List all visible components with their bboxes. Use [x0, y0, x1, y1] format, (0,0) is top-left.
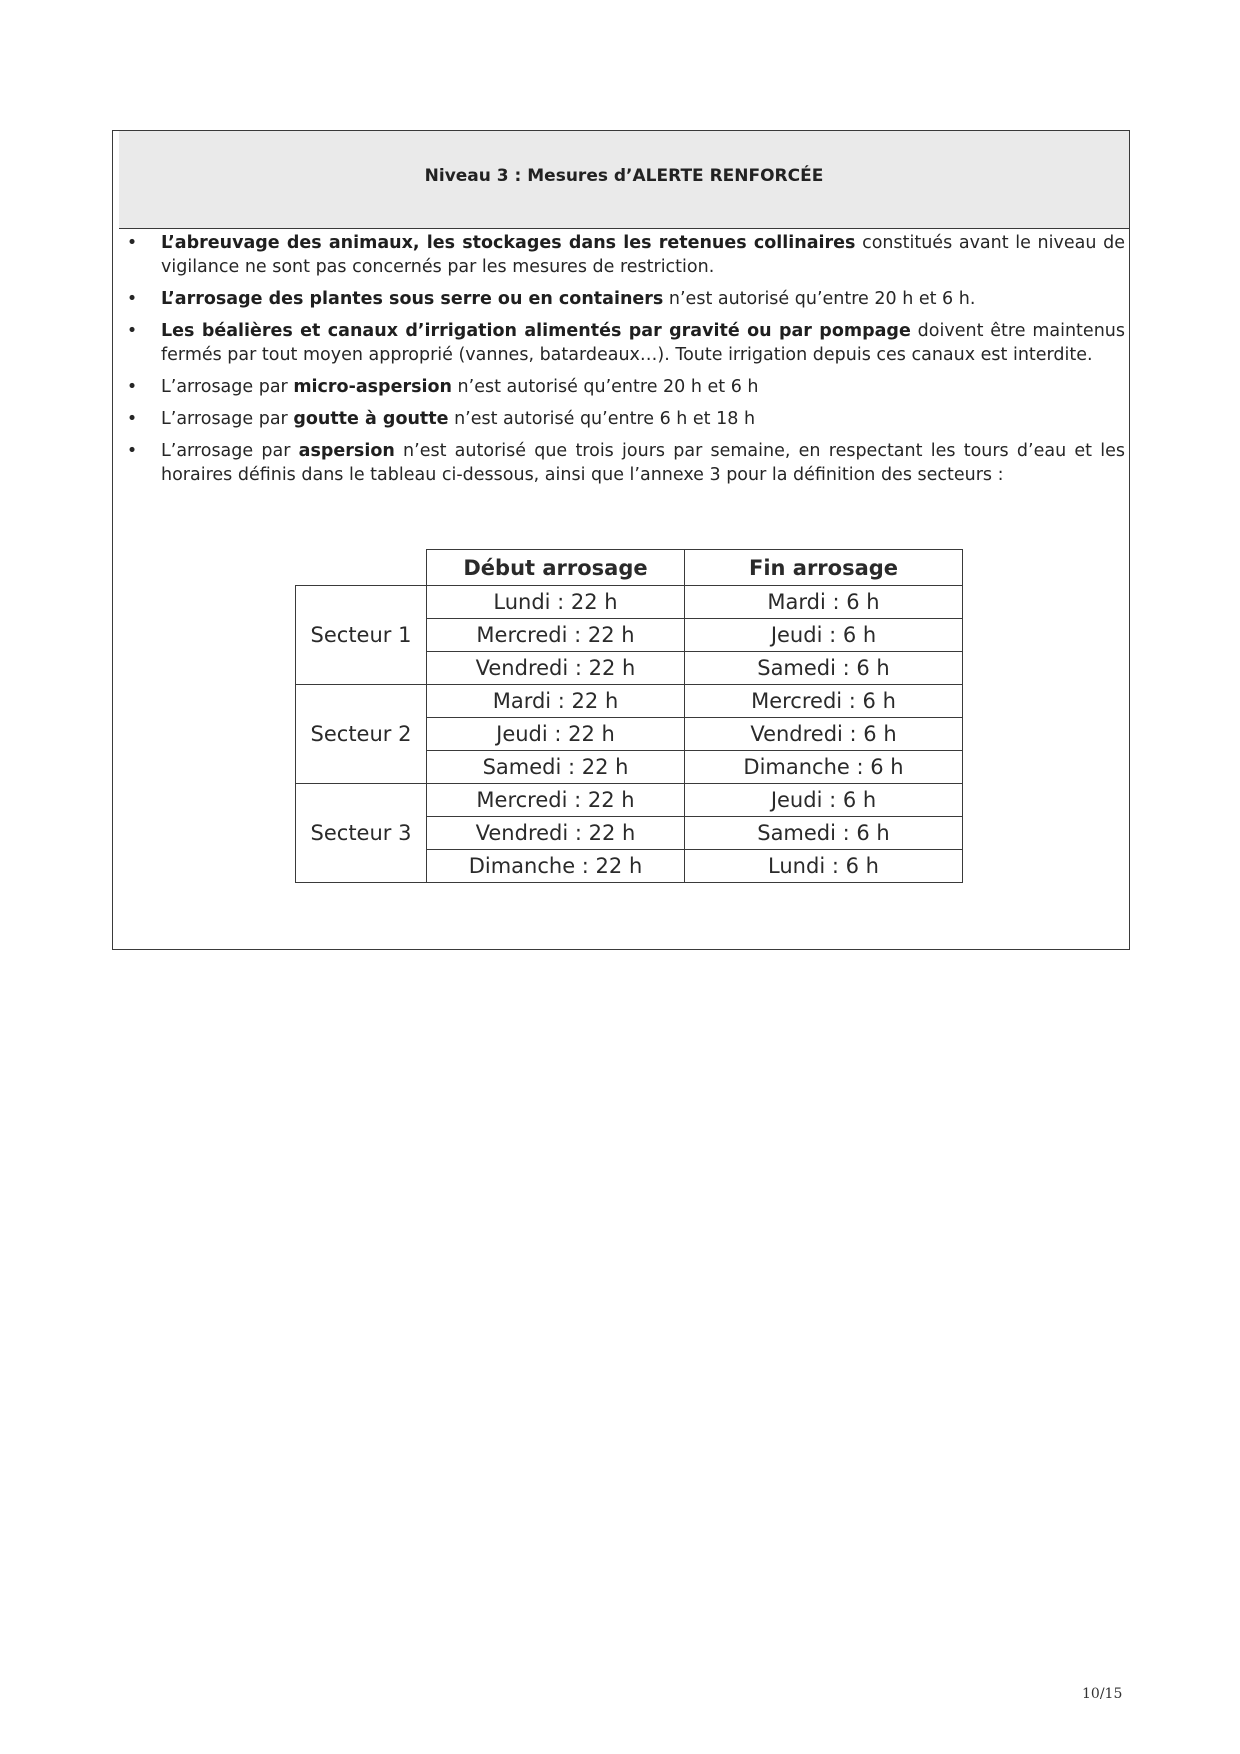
- start-cell: Mercredi : 22 h: [427, 619, 685, 652]
- measure-prefix: L’arrosage par: [161, 441, 299, 461]
- table-row: [296, 586, 963, 619]
- bullet-icon: •: [126, 233, 138, 253]
- start-cell: Mardi : 22 h: [427, 685, 685, 718]
- end-cell: Dimanche : 6 h: [685, 751, 963, 784]
- section-header: [119, 131, 1129, 229]
- measure-prefix: L’arrosage par: [161, 377, 294, 397]
- start-cell: Vendredi : 22 h: [427, 652, 685, 685]
- start-cell: Samedi : 22 h: [427, 751, 685, 784]
- measure-bold: L’arrosage des plantes sous serre ou en containers: [161, 289, 664, 309]
- measure-item: [125, 439, 1125, 487]
- measure-bold: Les béalières et canaux d’irrigation alimentés par gravité ou par pompage: [161, 321, 911, 341]
- end-cell: Lundi : 6 h: [685, 850, 963, 883]
- measure-bold: L’abreuvage des animaux, les stockages dans les retenues collinaires: [161, 233, 856, 253]
- section-title: Niveau 3 : Mesures d’ALERTE RENFORCÉE: [424, 165, 824, 186]
- table-header-row: [296, 550, 963, 586]
- sector-label: Secteur 3: [296, 784, 427, 883]
- page-number: 10/15: [1082, 1686, 1123, 1702]
- end-cell: Jeudi : 6 h: [685, 784, 963, 817]
- column-header-end: Fin arrosage: [685, 550, 963, 586]
- measure-item: [125, 287, 1125, 311]
- measure-item: [125, 319, 1125, 367]
- end-cell: Mardi : 6 h: [685, 586, 963, 619]
- table-row: [296, 685, 963, 718]
- measure-text: n’est autorisé qu’entre 20 h et 6 h: [451, 377, 759, 397]
- measure-item: [125, 407, 1125, 431]
- table-corner-cell: [296, 550, 427, 586]
- start-cell: Vendredi : 22 h: [427, 817, 685, 850]
- end-cell: Vendredi : 6 h: [685, 718, 963, 751]
- measure-text: constitués avant le niveau de vigilance ne sont pas concernés par les mesures de restriction.: [161, 233, 1125, 277]
- measure-text: n’est autorisé qu’entre 6 h et 18 h: [448, 409, 756, 429]
- measure-text: doivent être maintenus fermés par tout moyen approprié (vannes, batardeaux…). Toute irrigation depuis ces canaux est interdite.: [161, 321, 1125, 365]
- bullet-icon: •: [126, 321, 138, 341]
- measure-bold: goutte à goutte: [293, 409, 449, 429]
- alert-level-box: [112, 130, 1130, 950]
- bullet-icon: •: [126, 377, 138, 397]
- start-cell: Jeudi : 22 h: [427, 718, 685, 751]
- bullet-icon: •: [126, 289, 138, 309]
- sector-label: Secteur 1: [296, 586, 427, 685]
- start-cell: Lundi : 22 h: [427, 586, 685, 619]
- measure-item: [125, 375, 1125, 399]
- column-header-start: Début arrosage: [427, 550, 685, 586]
- measures-list: [125, 231, 1125, 495]
- end-cell: Mercredi : 6 h: [685, 685, 963, 718]
- table-row: [296, 784, 963, 817]
- sector-label: Secteur 2: [296, 685, 427, 784]
- measure-prefix: L’arrosage par: [161, 409, 294, 429]
- measure-bold: aspersion: [298, 441, 395, 461]
- start-cell: Mercredi : 22 h: [427, 784, 685, 817]
- bullet-icon: •: [126, 409, 138, 429]
- end-cell: Samedi : 6 h: [685, 652, 963, 685]
- watering-schedule-table: [295, 549, 963, 883]
- end-cell: Jeudi : 6 h: [685, 619, 963, 652]
- measure-bold: micro-aspersion: [293, 377, 452, 397]
- measure-text: n’est autorisé qu’entre 20 h et 6 h.: [663, 289, 976, 309]
- measure-text: n’est autorisé que trois jours par semaine, en respectant les tours d’eau et les horaires définis dans le tableau ci-dessous, ainsi que l’annexe 3 pour la définition des secteurs :: [161, 441, 1126, 485]
- start-cell: Dimanche : 22 h: [427, 850, 685, 883]
- measure-item: [125, 231, 1125, 279]
- end-cell: Samedi : 6 h: [685, 817, 963, 850]
- bullet-icon: •: [126, 441, 138, 461]
